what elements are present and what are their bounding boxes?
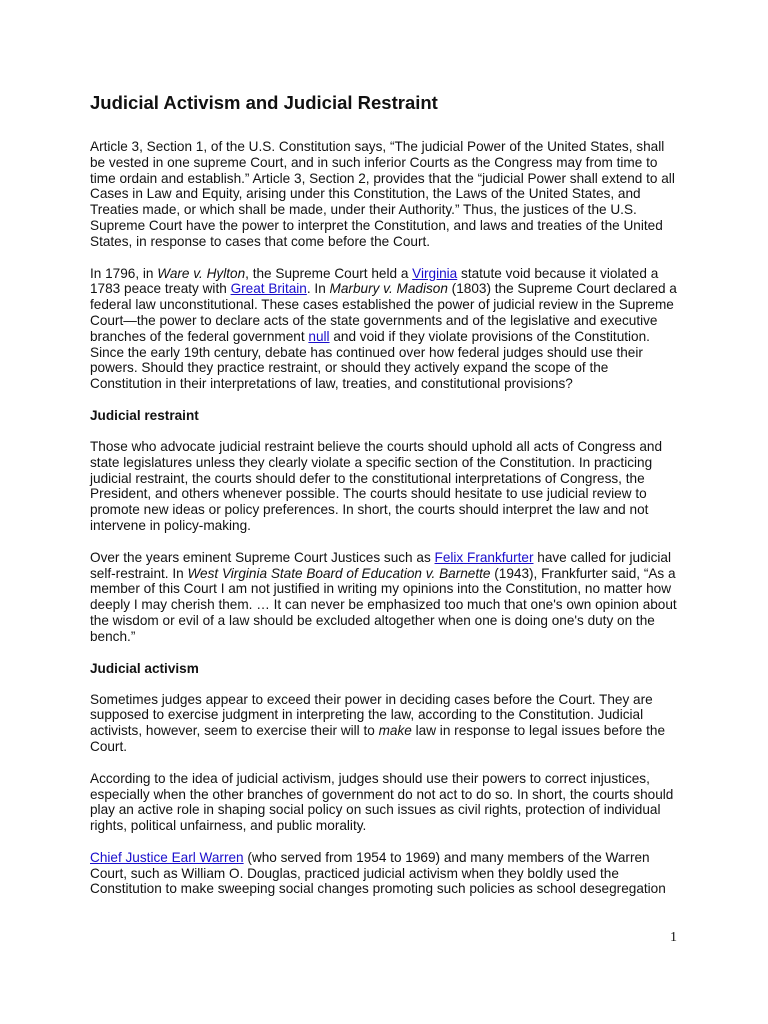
emphasis: make (378, 723, 412, 739)
text-run: Over the years eminent Supreme Court Justices such as (90, 549, 435, 565)
text-run: (who served from 1954 to 1969) and many members of the Warren Court, such as William O. Douglas, practiced judicial activism when they boldly used the Constitution to make sweeping social changes promoting such policies as school desegregation (90, 849, 666, 897)
link-great-britain[interactable]: Great Britain (230, 281, 307, 297)
text-run: . In (306, 281, 330, 297)
text-run: Sometimes judges appear to exceed their power in deciding cases before the Court. They are supposed to exercise judgment in interpreting the law, according to the Constitution. Judicial activists, however, seem to exercise their will to (90, 691, 653, 739)
document-page (90, 92, 682, 913)
case-name: West Virginia State Board of Education v. Barnette (187, 565, 491, 581)
case-name: Marbury v. Madison (329, 281, 448, 297)
paragraph-article-3: Article 3, Section 1, of the U.S. Constitution says, “The judicial Power of the United States, shall be vested in one supreme Court, and in such inferior Courts as the Congress may from time to time ordain and establish.” Article 3, Section 2, provides that the “judicial Power shall extend to all Cases in Law and Equity, arising under this Constitution, the Laws of the United States, and Treaties made, or which shall be made, under their Authority.” Thus, the justices of the U.S. Supreme Court have the power to interpret the Constitution, and laws and treaties of the United States, in response to cases that come before the Court. (90, 139, 675, 249)
paragraph-activism-definition: According to the idea of judicial activism, judges should use their powers to correct injustices, especially when the other branches of government do not act to do so. In short, the courts should play an active role in shaping social policy on such issues as civil rights, protection of individual rights, political unfairness, and public morality. (90, 770, 674, 834)
text-run: (1803) the Supreme Court declared a federal law unconstitutional. These cases established the power of judicial review in the Supreme Court—the power to declare acts of the state governments and of the legislative and executive branches of the federal government (90, 281, 677, 344)
case-name: Ware v. Hylton (157, 265, 246, 281)
text-run: In 1796, in (90, 265, 158, 281)
section-heading-restraint: Judicial restraint (90, 407, 199, 423)
page-title: Judicial Activism and Judicial Restraint (90, 92, 438, 113)
paragraph-frankfurter (90, 550, 682, 645)
paragraph-activism-intro (90, 692, 682, 755)
page-number: 1 (670, 930, 677, 945)
text-run: have called for judicial self-restraint. In (90, 549, 672, 581)
text-run: and void if they violate provisions of the Constitution. Since the early 19th century, debate has continued over how federal judges should use their powers. Should they practice restraint, or should they actively expand the scope of the Constitution in their interpretations of law, treaties, and constitutional provisions? (90, 328, 650, 392)
section-heading-activism: Judicial activism (90, 660, 199, 676)
text-run: , the Supreme Court held a (245, 265, 413, 281)
text-run: statute void because it violated a 1783 peace treaty with (90, 265, 659, 297)
paragraph-judicial-review (90, 266, 682, 392)
link-virginia[interactable]: Virginia (412, 265, 458, 281)
text-run: (1943), Frankfurter said, “As a member of this Court I am not justified in writing my opinions into the Constitution, no matter how deeply I may cherish them. … It can never be emphasized too much that one's own opinion about the wisdom or evil of a law should be excluded altogether when one is doing one's duty on the bench.” (90, 565, 677, 644)
link-felix-frankfurter[interactable]: Felix Frankfurter (434, 549, 534, 565)
paragraph-warren-court (90, 850, 682, 897)
link-earl-warren[interactable]: Chief Justice Earl Warren (90, 849, 244, 865)
link-null[interactable]: null (308, 328, 330, 344)
text-run: law in response to legal issues before the Court. (90, 723, 666, 754)
paragraph-restraint-definition: Those who advocate judicial restraint believe the courts should uphold all acts of Congress and state legislatures unless they clearly violate a specific section of the Constitution. In practicing judicial restraint, the courts should defer to the constitutional interpretations of Congress, the President, and others whenever possible. The courts should hesitate to use judicial review to promote new ideas or policy preferences. In short, the courts should interpret the law and not intervene in policy-making. (90, 438, 663, 533)
